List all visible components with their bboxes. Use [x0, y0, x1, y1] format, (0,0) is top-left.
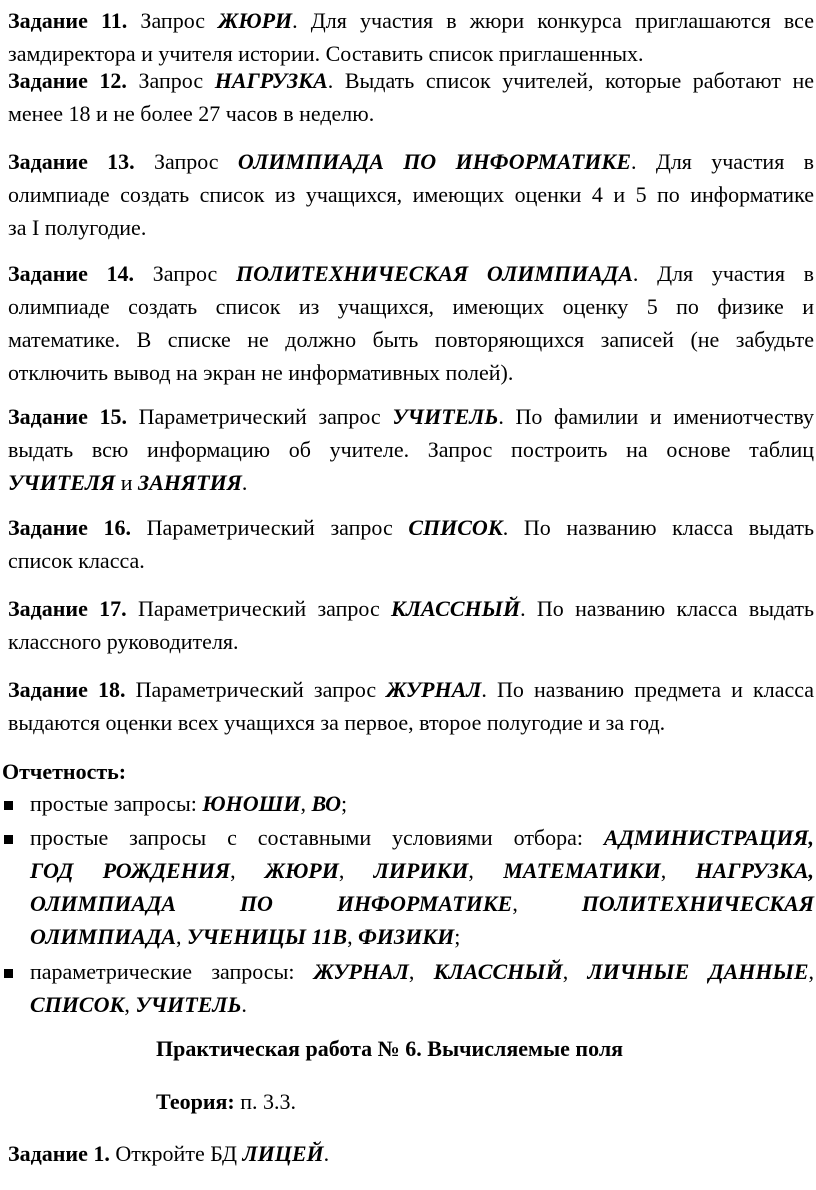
task-label: Задание 14. [8, 261, 135, 286]
bullet-text [30, 854, 814, 887]
emphasized-term: ГОД РОЖДЕНИЯ [30, 858, 231, 883]
task-label: Задание 11. [8, 8, 128, 33]
text-run: , [347, 924, 359, 949]
task-14 [8, 257, 814, 389]
task-16 [8, 511, 814, 577]
text-run: простые запросы: [30, 791, 203, 816]
text-run: . По названию класса выдать [520, 596, 815, 621]
task-12 [8, 64, 814, 130]
text-run: . [241, 470, 248, 495]
report-bullet-1 [30, 787, 814, 820]
task-11 [8, 4, 814, 70]
task-text [138, 596, 814, 621]
text-run: , [808, 959, 815, 984]
emphasized-term: КЛАССНЫЙ [433, 959, 563, 984]
task-text [153, 261, 814, 286]
task-text [139, 68, 814, 93]
text-run: менее 18 и не более 27 часов в неделю. [8, 101, 375, 126]
task-text [8, 356, 814, 389]
text-run: ; [454, 924, 461, 949]
text-run: Параметрический запрос [146, 515, 409, 540]
text-run: параметрические запросы: [30, 959, 314, 984]
task-text [110, 1141, 329, 1166]
report-bullet-2 [30, 821, 814, 953]
text-run: выдать всю информацию об учителе. Запрос построить на основе таблиц [8, 437, 814, 462]
bullet-marker [4, 969, 13, 978]
emphasized-term: УЧИТЕЛЬ [392, 404, 499, 429]
task-text [136, 677, 814, 702]
emphasized-term: ЮНОШИ [202, 791, 301, 816]
text-run: . Для участия в жюри конкурса приглашаются все [292, 8, 814, 33]
task-text [8, 290, 814, 323]
task-label: Задание 15. [8, 404, 127, 429]
task-text [147, 515, 814, 540]
text-run: , [660, 858, 696, 883]
task-text [139, 404, 814, 429]
text-run: , [124, 992, 136, 1017]
task-13 [8, 145, 814, 244]
text-run: Параметрический запрос [135, 677, 387, 702]
text-run: простые запросы с составными условиями отбора: [30, 825, 604, 850]
bullet-text [30, 787, 814, 820]
text-run: . Для участия в [632, 261, 814, 286]
emphasized-term: ОЛИМПИАДА ПО ИНФОРМАТИКЕ [237, 149, 632, 174]
text-run: список класса. [8, 548, 145, 573]
emphasized-term: ПОЛИТЕХНИЧЕСКАЯ ОЛИМПИАДА [235, 261, 633, 286]
text-run: Откройте БД [109, 1141, 243, 1166]
practical-title: Практическая работа № 6. Вычисляемые поля [156, 1036, 624, 1061]
emphasized-term: МАТЕМАТИКИ [503, 858, 661, 883]
text-run: Запрос [138, 68, 215, 93]
emphasized-term: ОЛИМПИАДА [30, 924, 177, 949]
emphasized-term: ВО [311, 791, 342, 816]
task-text [8, 706, 814, 739]
text-run: Запрос [152, 261, 236, 286]
task-label: Задание 18. [8, 677, 126, 702]
bullet-text [30, 887, 814, 920]
text-run: олимпиаде создать список из учащихся, имеющих оценку 5 по физике и [8, 294, 814, 319]
text-run: , [512, 891, 582, 916]
text-run: Параметрический запрос [138, 596, 392, 621]
text-run: , [468, 858, 504, 883]
bullet-text [30, 920, 814, 953]
bullet-marker [4, 835, 13, 844]
text-run: Запрос [140, 8, 219, 33]
text-run: замдиректора и учителя истории. Составить список приглашенных. [8, 41, 644, 66]
emphasized-term: НАГРУЗКА, [695, 858, 815, 883]
emphasized-term: ОЛИМПИАДА ПО ИНФОРМАТИКЕ [30, 891, 513, 916]
text-run: классного руководителя. [8, 629, 239, 654]
emphasized-term: УЧИТЕЛЬ [135, 992, 242, 1017]
text-run: . По названию предмета и класса [481, 677, 815, 702]
task-text [8, 433, 814, 466]
emphasized-term: КЛАССНЫЙ [391, 596, 521, 621]
text-run: , [300, 791, 312, 816]
bullet-text [30, 988, 814, 1021]
text-run: Запрос [153, 149, 238, 174]
task-1 [8, 1137, 814, 1170]
emphasized-term: АДМИНИСТРАЦИЯ, [603, 825, 814, 850]
emphasized-term: ЖЮРИ [264, 858, 339, 883]
emphasized-term: УЧЕНИЦЫ 11В [187, 924, 348, 949]
emphasized-term: ФИЗИКИ [358, 924, 455, 949]
task-text [8, 211, 814, 244]
bullet-text [30, 821, 814, 854]
emphasized-term: УЧИТЕЛЯ [8, 470, 116, 495]
task-label: Задание 1. [8, 1141, 110, 1166]
theory-value: п. 3.3. [234, 1089, 297, 1114]
text-run: . По фамилии и имениотчеству [498, 404, 815, 429]
task-text [8, 323, 814, 356]
text-run: , [176, 924, 188, 949]
emphasized-term: ЛИРИКИ [373, 858, 469, 883]
task-text [8, 625, 814, 658]
bullet-marker [4, 801, 13, 810]
text-run: . Для участия в [631, 149, 815, 174]
text-run: за I полугодие. [8, 215, 147, 240]
text-run: . По названию класса выдать [502, 515, 815, 540]
emphasized-term: ЛИЦЕЙ [242, 1141, 324, 1166]
text-run: выдаются оценки всех учащихся за первое, второе полугодие и за год. [8, 710, 666, 735]
emphasized-term: ЖЮРИ [218, 8, 293, 33]
emphasized-term: ЖУРНАЛ [386, 677, 482, 702]
task-17 [8, 592, 814, 658]
text-run: математике. В списке не должно быть повторяющихся записей (не забудьте [8, 327, 814, 352]
text-run: и [115, 470, 139, 495]
text-run: олимпиаде создать список из учащихся, имеющих оценки 4 и 5 по информатике [8, 182, 814, 207]
emphasized-term: НАГРУЗКА [214, 68, 328, 93]
task-text [154, 149, 814, 174]
emphasized-term: СПИСОК [408, 515, 503, 540]
task-label: Задание 16. [8, 515, 132, 540]
text-run: , [230, 858, 265, 883]
text-run: , [408, 959, 434, 984]
task-text [140, 8, 814, 33]
emphasized-term: СПИСОК [30, 992, 125, 1017]
theory-line [156, 1085, 296, 1118]
task-label: Задание 13. [8, 149, 135, 174]
theory-label: Теория: [156, 1089, 235, 1114]
task-15 [8, 400, 814, 499]
report-bullet-3 [30, 955, 814, 1021]
emphasized-term: ПОЛИТЕХНИЧЕСКАЯ [581, 891, 814, 916]
text-run: . [323, 1141, 330, 1166]
emphasized-term: ЛИЧНЫЕ ДАННЫЕ [587, 959, 809, 984]
task-18 [8, 673, 814, 739]
text-run: , [338, 858, 374, 883]
report-heading: Отчетность: [2, 759, 127, 784]
task-text [8, 544, 814, 577]
bullet-text [30, 955, 814, 988]
text-run: отключить вывод на экран не информативных полей). [8, 360, 514, 385]
text-run: Параметрический запрос [138, 404, 393, 429]
task-text [8, 97, 814, 130]
text-run: , [562, 959, 588, 984]
emphasized-term: ЗАНЯТИЯ [138, 470, 242, 495]
text-run: . [241, 992, 247, 1017]
text-run: ; [341, 791, 348, 816]
task-label: Задание 12. [8, 68, 127, 93]
task-text [8, 466, 814, 499]
task-label: Задание 17. [8, 596, 127, 621]
task-text [8, 178, 814, 211]
text-run: . Выдать список учителей, которые работают не [327, 68, 814, 93]
emphasized-term: ЖУРНАЛ [313, 959, 409, 984]
